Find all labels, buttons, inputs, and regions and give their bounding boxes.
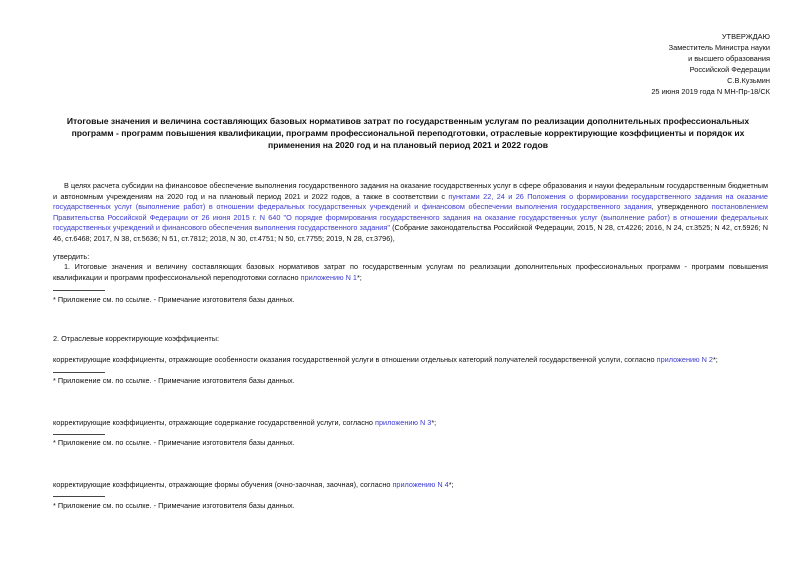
approval-heading: УТВЕРЖДАЮ (721, 32, 770, 41)
resolution-link[interactable]: постановлением Правительства Российской Федерации от 26 июня 2015 г. N 640 "О порядке формирования государственного задания на оказание государственных услуг (выполнение работ) в отношении федеральных государственных учреждений и финансового обеспечения выполнения государственного задания" (53, 202, 768, 233)
footnote-separator (53, 496, 105, 497)
item-1-tail: *; (356, 272, 362, 282)
approval-position-line3: Российской Федерации (689, 65, 770, 74)
coefficient-3-tail: *; (448, 480, 454, 489)
appendix-1-link[interactable]: приложению N 1 (300, 272, 357, 282)
approval-position-line1: Заместитель Министра науки (668, 43, 770, 52)
approve-word: утвердить: (53, 252, 90, 261)
footnote-1: * Приложение см. по ссылке. - Примечание изготовителя базы данных. (53, 295, 295, 304)
footnote-4: * Приложение см. по ссылке. - Примечание изготовителя базы данных. (53, 501, 295, 510)
footnote-separator (53, 372, 105, 373)
approval-signer: С.В.Кузьмин (727, 76, 770, 85)
item-1-text: 1. Итоговые значения и величину составляющих базовых нормативов затрат по государственным услугам по реализации дополнительных профессиональных программ - программ повышения квалификации и программ профессиональной переподготовки согласно (53, 262, 768, 282)
document-title: Итоговые значения и величина составляющих базовых нормативов затрат по государственным услугам по реализации дополнительных профессиональных программ - программ повышения квалификации, программ профессиональной переподготовки, отраслевые корректирующие коэффициенты и порядок их применения на 2020 год и на плановый период 2021 и 2022 годов (66, 116, 750, 150)
coefficient-3-paragraph (53, 480, 768, 491)
appendix-4-link[interactable]: приложению N 4 (392, 480, 449, 489)
approval-position-line2: и высшего образования (688, 54, 770, 63)
appendix-2-link[interactable]: приложению N 2 (656, 355, 713, 364)
footnote-separator (53, 434, 105, 435)
appendix-3-link[interactable]: приложению N 3 (375, 418, 432, 427)
intro-paragraph (53, 181, 768, 245)
coefficient-3-text: корректирующие коэффициенты, отражающие формы обучения (очно-заочная, заочная), согласно (53, 480, 393, 489)
coefficient-1-paragraph (53, 355, 768, 366)
coefficient-1-text: корректирующие коэффициенты, отражающие особенности оказания государственной услуги в отношении отдельных категорий получателей государственной услуги, согласно (53, 355, 657, 364)
coefficient-1-tail: *; (712, 355, 718, 364)
intro-text-1: В целях расчета субсидии на финансовое обеспечение выполнения государственного задания на оказание государственных услуг в сфере образования и науки федеральным государственным бюджетным и автономным учреждениям на 2020 год и на плановый период 2021 и 2022 годов, а также в соответствии с (53, 181, 768, 201)
approval-date: 25 июня 2019 года N МН-Пр-18/СК (651, 87, 770, 96)
coefficient-2-tail: *; (431, 418, 437, 427)
item-2-heading: 2. Отраслевые корректирующие коэффициенты: (53, 334, 219, 343)
coefficient-2-text: корректирующие коэффициенты, отражающие содержание государственной услуги, согласно (53, 418, 375, 427)
coefficient-2-paragraph (53, 418, 768, 429)
approval-block (510, 31, 770, 97)
intro-text-2: , утвержденного (651, 202, 712, 212)
footnote-2: * Приложение см. по ссылке. - Примечание изготовителя базы данных. (53, 376, 295, 385)
item-1-paragraph (53, 262, 768, 283)
intro-text-3: (Собрание законодательства Российской Федерации, 2015, N 28, ст.4226; 2016, N 24, ст.3525; N 42, ст.5926; N 46, ст.6468; 2017, N 38, ст.5636; N 51, ст.7812; 2018, N 30, ст.4751; N 50, ст.7755; 2019, N 28, ст.3796), (53, 223, 769, 243)
footnote-separator (53, 290, 105, 291)
regulation-link[interactable]: пунктами 22, 24 и 26 Положения о формировании государственного задания на оказание государственных услуг (выполнение работ) в отношении федеральных государственных учреждений и финансовом обеспечении выполнения государственного задания (53, 191, 768, 212)
footnote-3: * Приложение см. по ссылке. - Примечание изготовителя базы данных. (53, 438, 295, 447)
